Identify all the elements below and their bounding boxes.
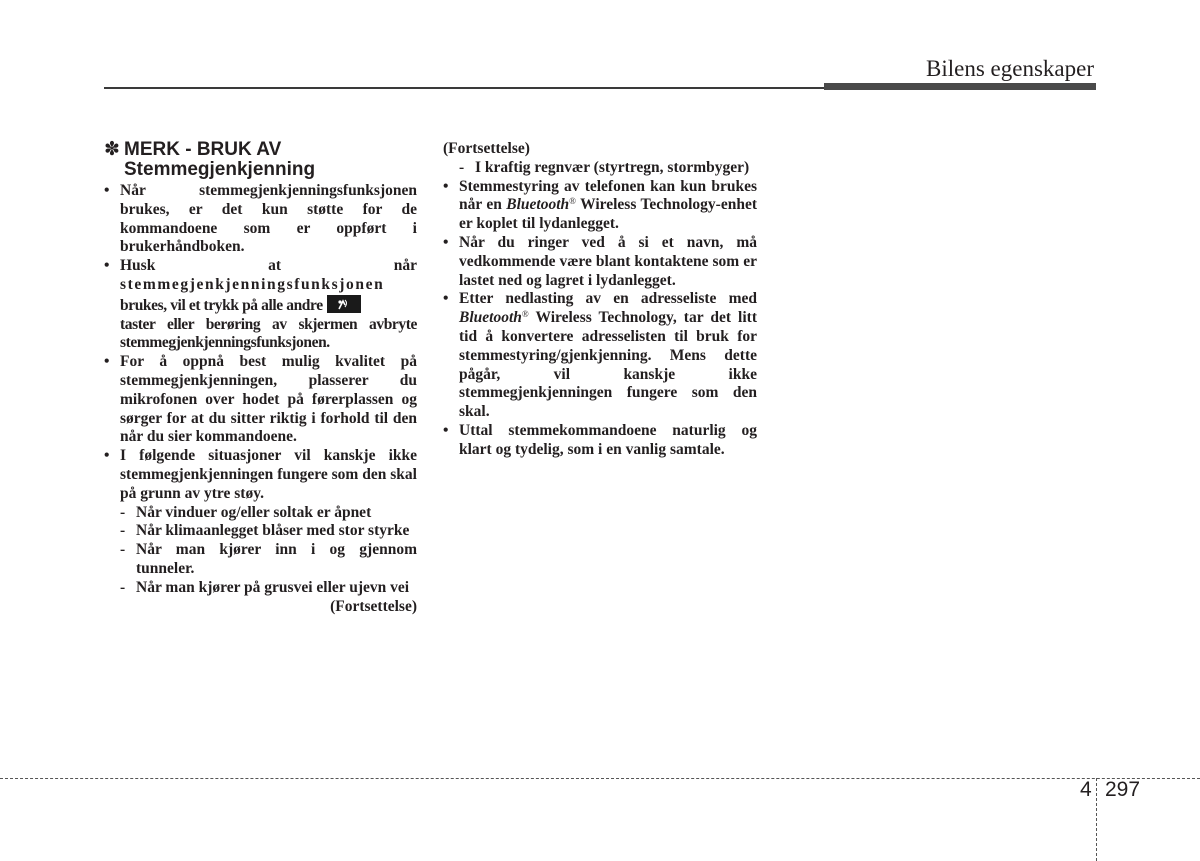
note-title-line2: Stemmegjenkjenning [124, 159, 316, 180]
list-item-text: For å oppnå best mulig kvalitet på stemmegjenkjenningen, plasserer du mikrofonen over hodet på førerplassen og sørger for at du sitter riktig i forhold til den når du sier kommandoene. [120, 353, 417, 446]
voice-recognition-icon [327, 295, 361, 313]
bullet-mark: • [104, 182, 110, 199]
list-item: • Etter nedlasting av en adresseliste med Bluetooth® Wireless Technology, tar det litt tid å konvertere adresselisten til bruk for stemmestyring/gjenkjenning. Mens dette pågår, vil kanskje ikke stemmegjenkjenningen fungere som den skal. [443, 290, 757, 421]
note-star-icon: ✽ [104, 139, 120, 160]
note-title-line1: MERK - BRUK AV [124, 139, 282, 160]
list-item-text: I følgende situasjoner vil kanskje ikke stemmegjenkjenningen fungere som den skal på grunn av ytre støy. [120, 447, 417, 502]
list-item-text: Uttal stemmekommandoene naturlig og klart og tydelig, som i en vanlig samtale. [459, 421, 757, 458]
list-item [104, 353, 417, 447]
list-item [443, 422, 757, 460]
sub-list-item: - I kraftig regnvær (styrtregn, stormbyger) [459, 158, 750, 176]
list-item-text: Når stemmegjenkjenningsfunksjonen brukes, er det kun støtte for de kommandoene som er oppført i brukerhåndboken. [120, 182, 417, 256]
list-item: • Husk at når stemmegjenkjenningsfunksjonen brukes, vil et trykk på alle andre taster eller berøring av skjermen avbryte stemmegjenkjenningsfunksjonen. [104, 257, 417, 352]
bullet-mark: • [443, 177, 449, 195]
continued-label: (Fortsettelse) [330, 597, 417, 615]
section-title: Bilens egenskaper [926, 56, 1094, 81]
bullet-mark: • [104, 353, 110, 371]
header-rule-accent [824, 83, 1096, 90]
bluetooth-term: Bluetooth [459, 309, 522, 327]
note-heading [104, 140, 417, 180]
sub-list-item: - Når man kjører på grusvei eller ujevn vei [120, 578, 410, 596]
sub-list-item: - Når klimaanlegget blåser med stor styrke [120, 522, 410, 540]
sub-list-item: - Når man kjører inn i og gjennom tunneler. [120, 541, 417, 577]
footer-divider [0, 778, 1200, 779]
bluetooth-term: Bluetooth [506, 196, 570, 214]
bullet-mark: • [443, 421, 449, 439]
bullet-mark: • [104, 447, 110, 465]
continued-label: (Fortsettelse) [443, 140, 530, 157]
list-item [104, 182, 417, 257]
header-rule [104, 87, 826, 89]
chapter-number: 4 [1080, 778, 1092, 801]
footer-divider-vertical [1096, 778, 1097, 861]
bullet-mark: • [443, 290, 449, 308]
list-item-text: Når du ringer ved å si et navn, må vedkommende være blant kontaktene som er lastet ned og lagret i lydanlegget. [459, 233, 757, 289]
list-item [104, 447, 417, 503]
sub-list-item: - Når vinduer og/eller soltak er åpnet [120, 503, 372, 521]
bullet-mark: • [443, 233, 449, 251]
bullet-mark: • [104, 257, 110, 275]
page-number-value: 297 [1105, 778, 1141, 801]
left-column [104, 140, 417, 616]
list-item [443, 234, 757, 290]
right-column [443, 140, 757, 460]
list-item: • Stemmestyring av telefonen kan kun brukes når en Bluetooth® Wireless Technology-enhet er koplet til lydanlegget. [443, 177, 757, 233]
